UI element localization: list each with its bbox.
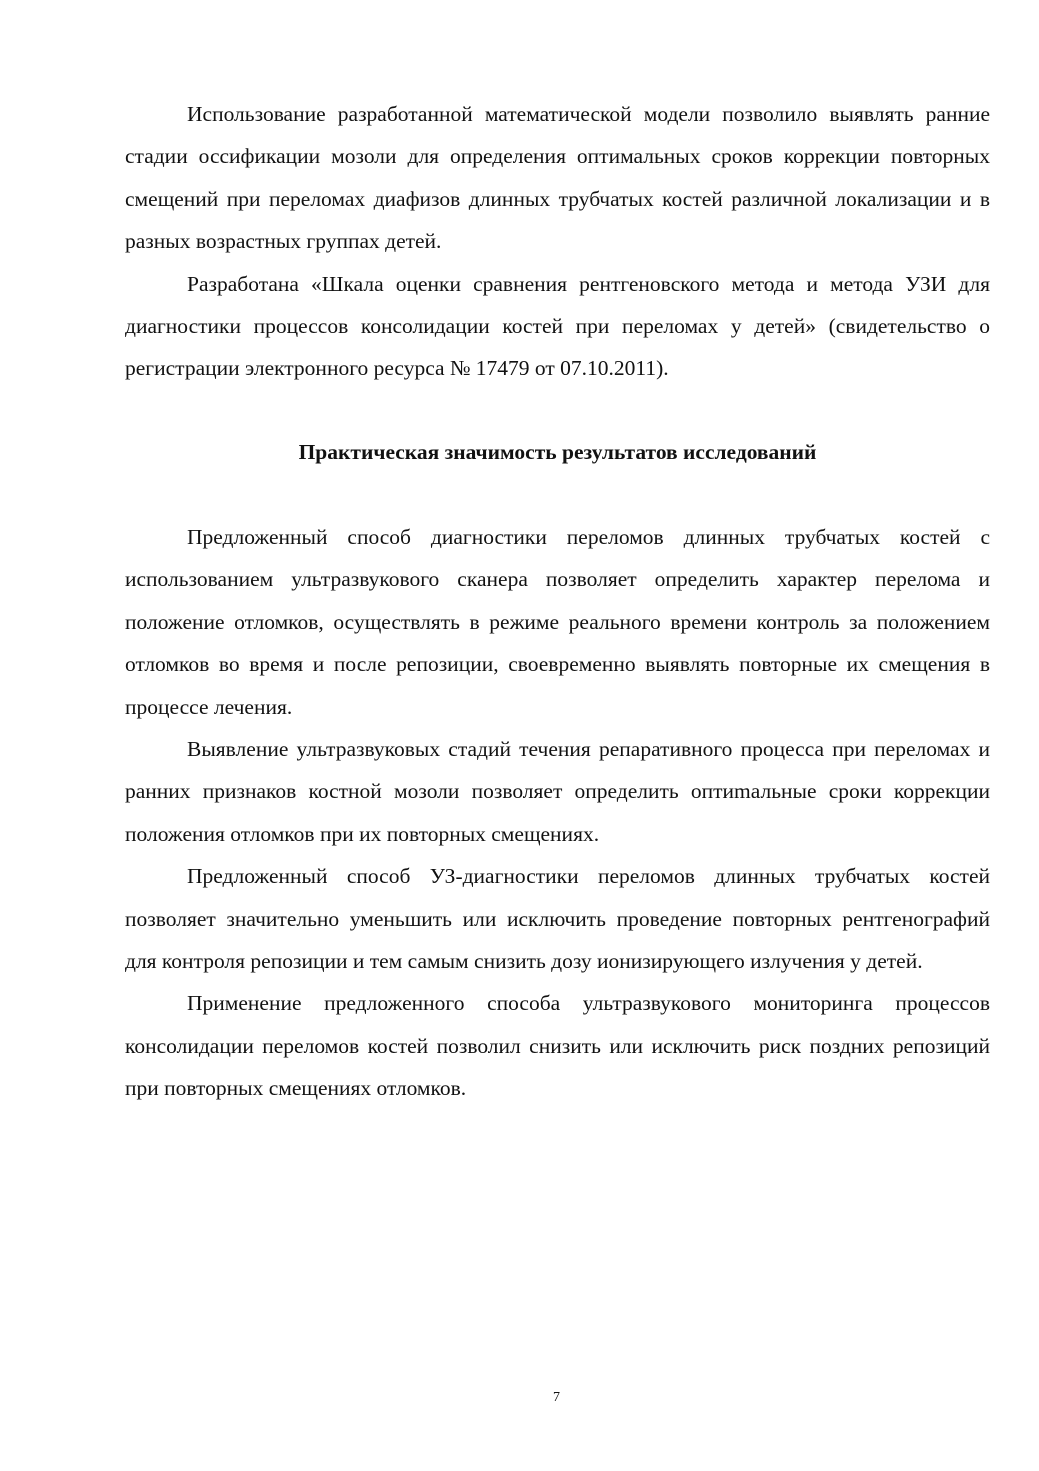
- intro-text: [125, 93, 990, 390]
- section-heading: Практическая значимость результатов исследований: [298, 440, 817, 464]
- paragraph-radiation-reduction: Предложенный способ УЗ-диагностики переломов длинных трубчатых костей позволяет значительно уменьшить или исключить проведение повторных рентгенографий для контроля репозиции и тем самым снизить дозу ионизирующего излучения у детей.: [125, 864, 990, 974]
- paragraph-ultrasound-stages: Выявление ультразвуковых стадий течения репаративного процесса при переломах и ранних признаков костной мозоли позволяет определить оптиmальные сроки коррекции положения отломков при их повторных смещениях.: [125, 737, 990, 846]
- paragraph-math-model: Использование разработанной математической модели позволило выявлять ранние стадии оссификации мозоли для определения оптимальных сроков коррекции повторных смещений при переломах диафизов длинных трубчатых костей различной локализации и в разных возрастных группах детей.: [125, 102, 990, 254]
- paragraph-assessment-scale: Разработана «Шкала оценки сравнения рентгеновского метода и метода УЗИ для диагностики процессов консолидации костей при переломах у детей» (свидетельство о регистрации электронного ресурса № 17479 от 07.10.2011).: [125, 271, 990, 381]
- section-text: [125, 516, 990, 1110]
- page-number: 7: [553, 1390, 560, 1405]
- paragraph-diagnostic-method: Предложенный способ диагностики переломов длинных трубчатых костей с использованием ультразвукового сканера позволяет определить характер перелома и положение отломков, осуществлять в режиме реального времени контроль за положением отломков во время и после репозиции, своевременно выявлять повторные их смещения в процессе лечения.: [125, 525, 990, 719]
- paragraph-monitoring: Применение предложенного способа ультразвукового мониторинга процессов консолидации переломов костей позволил снизить или исключить риск поздних репозиций при повторных смещениях отломков.: [125, 991, 990, 1101]
